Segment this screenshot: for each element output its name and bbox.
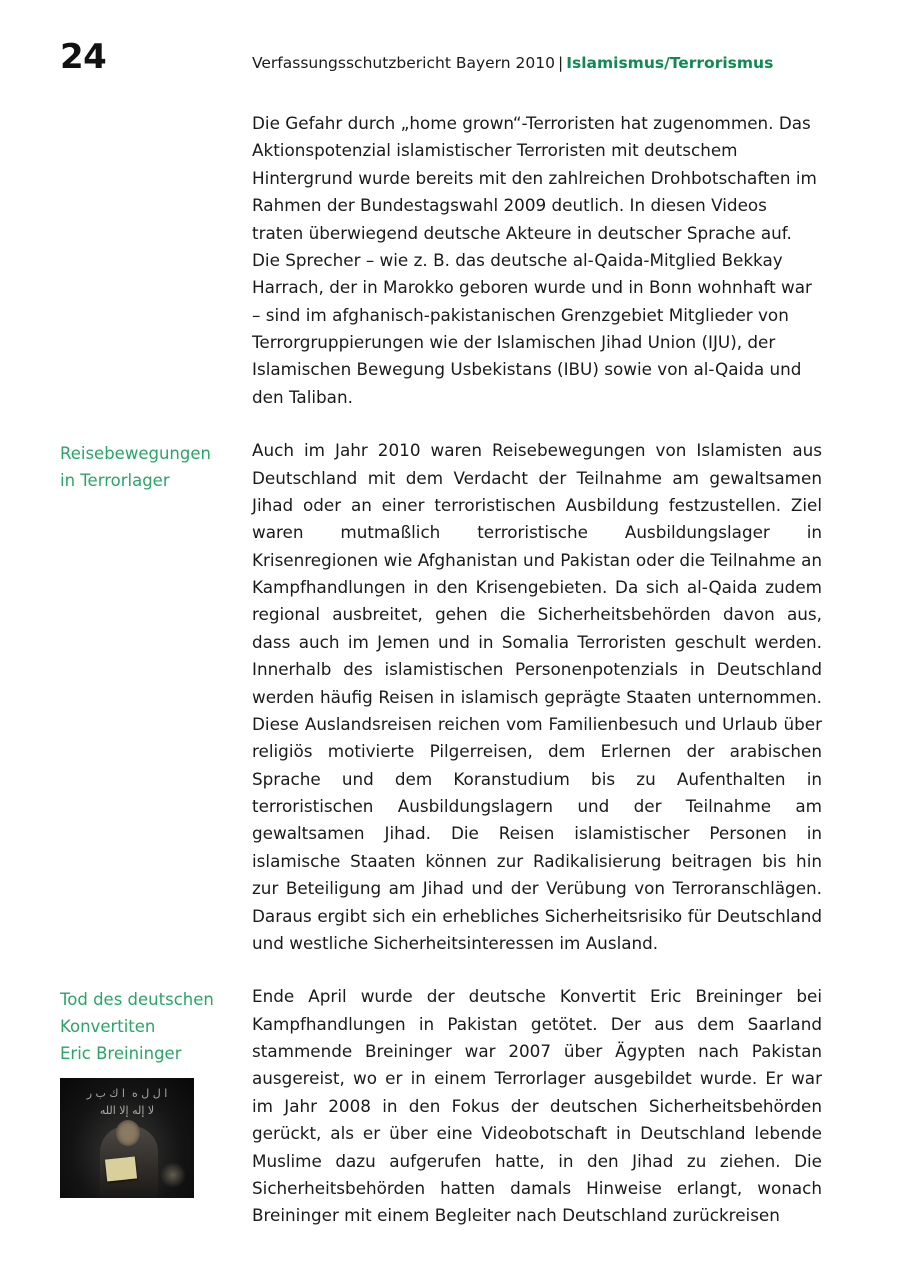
running-head <box>252 54 773 72</box>
margin-note <box>60 441 238 495</box>
report-title: Verfassungsschutzbericht Bayern 2010 <box>252 54 555 72</box>
body-paragraph: Auch im Jahr 2010 waren Reisebewegungen von Islamisten aus Deutschland mit dem Verdacht der Teilnahme am gewaltsamen Jihad oder an einer terroristischen Ausbildung festzustellen. Ziel waren mutmaßlich terroristische Ausbildungslager in Krisenregionen wie Afghanistan und Pakistan oder die Teilnahme an Kampfhandlungen in den Krisengebieten. Da sich al-Qaida zudem regional ausbreitet, gehen die Sicherheitsbehörden davon aus, dass auch im Jemen und in Somalia Terroristen geschult werden. Innerhalb des islamistischen Personenpotenzials in Deutschland werden häufig Reisen in islamisch geprägte Staaten unternommen. Diese Auslandsreisen reichen vom Familienbesuch und Urlaub über religiös motivierte Pilgerreisen, dem Erlernen der arabischen Sprache und dem Koranstudium bis zu Aufenthalten in terroristischen Ausbildungslagern und der Teilnahme am gewaltsamen Jihad. Die Reisen islamistischer Personen in islamische Staaten können zur Radikalisierung beitragen bis hin zur Beteiligung am Jihad und der Verübung von Terroranschlägen. Daraus ergibt sich ein erhebliches Sicherheitsrisiko für Deutschland und westliche Sicherheitsinteressen im Ausland. <box>252 440 822 953</box>
photo-inner <box>60 1078 194 1198</box>
margin-note-line: Reisebewegungen <box>60 444 211 464</box>
running-head-separator: | <box>557 54 564 72</box>
running-head-section: Islamismus/Terrorismus <box>566 54 774 72</box>
photo-light-glow <box>160 1162 186 1188</box>
margin-note-line: in Terrorlager <box>60 471 170 491</box>
margin-note <box>60 987 238 1068</box>
arabic-script-banner: ا ل ل ه ا ك ب ر لا إله إلا الله <box>86 1087 168 1117</box>
page-content <box>60 110 842 1256</box>
margin-note-line: Konvertiten <box>60 1017 156 1037</box>
text-block <box>60 983 842 1229</box>
body-paragraph: Die Gefahr durch „home grown“-Terroristen hat zugenommen. Das Aktionspotenzial islamistischer Terroristen mit deutschem Hintergrund wurde bereits mit den zahlreichen Drohbotschaften im Rahmen der Bundestagswahl 2009 deutlich. In diesen Videos traten überwiegend deutsche Akteure in deutscher Sprache auf. Die Sprecher – wie z. B. das deutsche al-Qaida-Mitglied Bekkay Harrach, der in Marokko geboren wurde und in Bonn wohnhaft war – sind im afghanisch-pakistanischen Grenzgebiet Mitglieder von Terrorgruppierungen wie der Islamischen Jihad Union (IJU), der Islamischen Bewegung Usbekistans (IBU) sowie von al-Qaida und den Taliban. <box>252 113 817 407</box>
body-paragraph: Ende April wurde der deutsche Konvertit Eric Breininger bei Kampfhandlungen in Pakistan getötet. Der aus dem Saarland stammende Breininger war 2007 über Ägypten nach Pakistan ausgereist, wo er in einem Terrorlager ausgebildet wurde. Er war im Jahr 2008 in den Fokus der deutschen Sicherheitsbehörden gerückt, als er über eine Videobotschaft in Deutschland lebende Muslime dazu aufgerufen hatte, in den Jihad zu ziehen. Die Sicherheitsbehörden hatten damals Hinweise erlangt, wonach Breininger mit einem Begleiter nach Deutschland zurückreisen <box>252 986 822 1226</box>
margin-note-line: Eric Breininger <box>60 1044 182 1064</box>
text-block <box>60 437 842 957</box>
photo-image <box>60 1078 194 1198</box>
page-header <box>60 37 840 88</box>
page-number: 24 <box>60 37 107 77</box>
margin-note-line: Tod des deutschen <box>60 990 214 1010</box>
photo-held-document <box>105 1157 137 1182</box>
text-block <box>60 110 842 411</box>
